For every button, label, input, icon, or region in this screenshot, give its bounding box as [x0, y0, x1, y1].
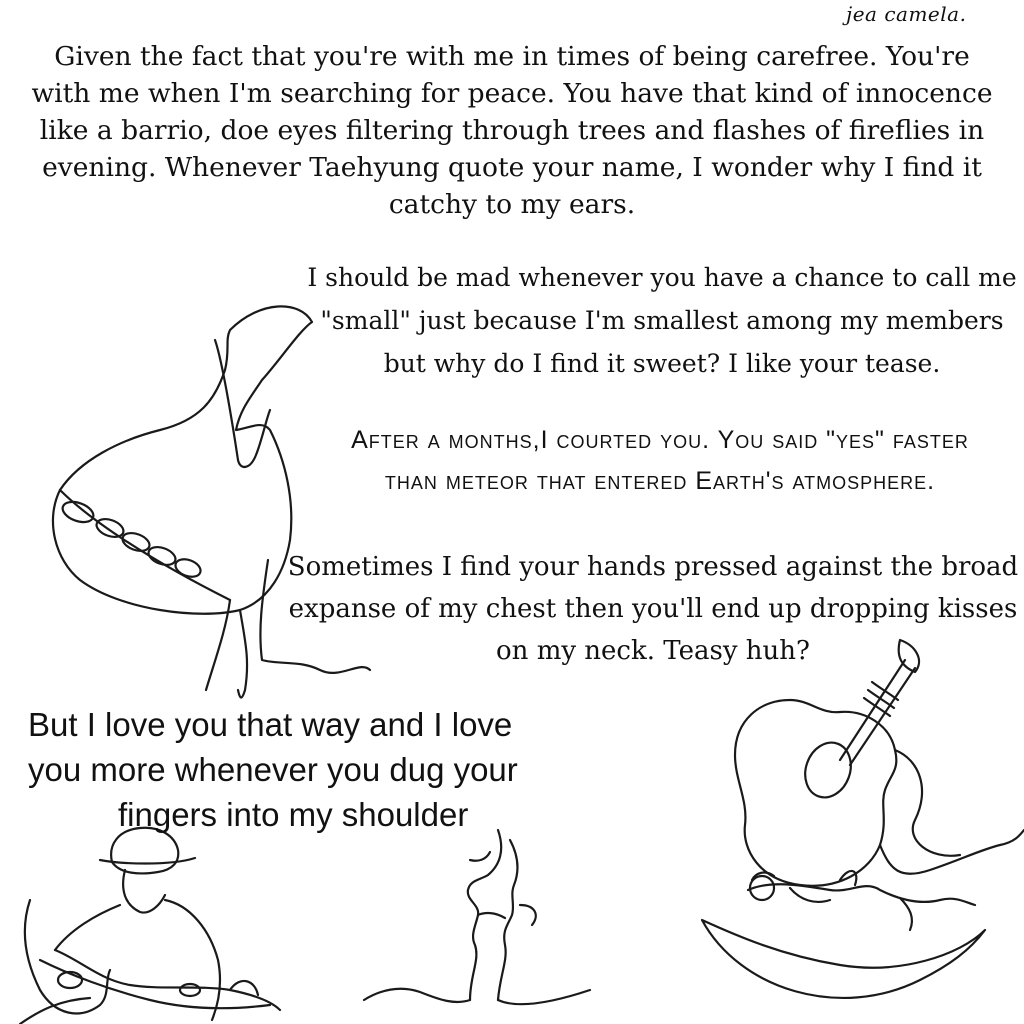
paragraph-5-line-3: fingers into my shoulder — [118, 796, 469, 833]
paragraph-2: I should be mad whenever you have a chance to call me "small" just because I'm smallest among my members but why do I find it sweet? I like your tease. — [307, 263, 1017, 378]
paragraph-3: After a months,I courted you. You said "yes" faster than meteor that entered Earth's atmosphere. — [351, 426, 969, 495]
kissing-faces-icon — [364, 830, 590, 1004]
paragraph-5 — [28, 702, 688, 837]
woman-on-moon-icon — [702, 871, 985, 998]
paragraph-4: Sometimes I find your hands pressed against the broad expanse of my chest then you'll end up dropping kisses on my neck. Teasy huh? — [287, 552, 1019, 666]
paragraph-1: Given the fact that you're with me in times of being carefree. You're with me when I'm searching for peace. You have that kind of innocence like a barrio, doe eyes filtering through trees and flashes of fireflies in evening. Whenever Taehyung quote your name, I wonder why I find it catchy to my ears. — [31, 41, 993, 220]
paragraph-5-line-2: you more whenever you dug your — [28, 751, 518, 788]
signature: jea camela. — [846, 2, 967, 26]
guitar-icon — [735, 640, 1024, 886]
paragraph-5-line-1: But I love you that way and I love — [28, 706, 513, 743]
guitarist-icon — [20, 828, 280, 1024]
